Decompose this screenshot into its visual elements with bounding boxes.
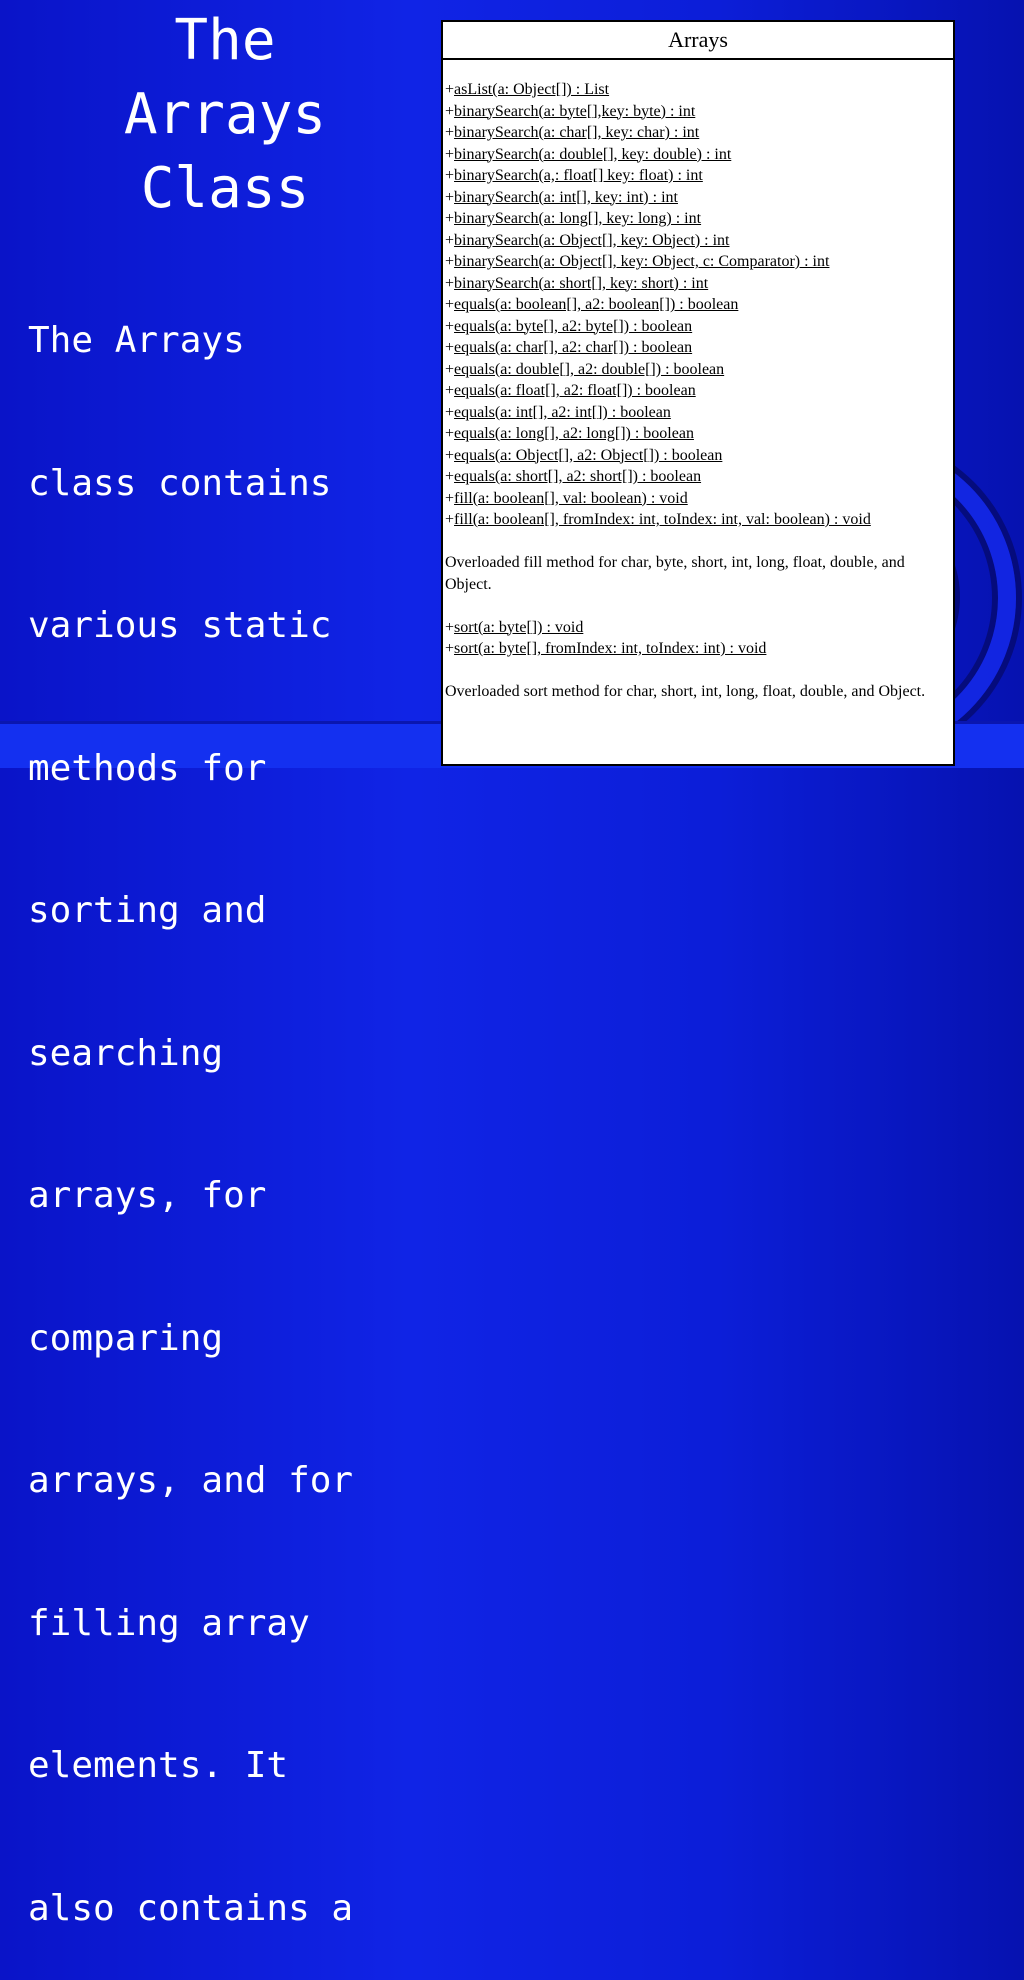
method-signature: binarySearch(a: int[], key: int) : int xyxy=(454,188,678,206)
method-signature: binarySearch(a,: float[] key: float) : int xyxy=(454,167,703,184)
slide-title xyxy=(60,4,390,226)
visibility-symbol: + xyxy=(445,102,455,120)
uml-methods-compartment xyxy=(443,60,953,703)
uml-method xyxy=(445,101,953,123)
body-line: filling array xyxy=(28,1602,310,1644)
visibility-symbol: + xyxy=(445,188,455,206)
method-signature: equals(a: Object[], a2: Object[]) : boolean xyxy=(454,446,723,464)
method-signature: binarySearch(a: Object[], key: Object) : int xyxy=(454,231,730,249)
method-signature: binarySearch(a: Object[], key: Object, c: Comparator) : int xyxy=(454,253,830,270)
visibility-symbol: + xyxy=(445,145,455,163)
uml-method xyxy=(445,359,953,381)
uml-method xyxy=(445,638,953,660)
visibility-symbol: + xyxy=(445,618,455,636)
visibility-symbol: + xyxy=(445,511,455,528)
visibility-symbol: + xyxy=(445,231,455,249)
uml-method xyxy=(445,273,953,295)
method-signature: equals(a: long[], a2: long[]) : boolean xyxy=(454,425,694,442)
uml-class-name: Arrays xyxy=(443,22,953,60)
visibility-symbol: + xyxy=(445,425,455,442)
visibility-symbol: + xyxy=(445,81,455,98)
body-line: various static xyxy=(28,605,332,646)
uml-method-list-2 xyxy=(445,617,953,660)
body-line: sorting and xyxy=(28,890,267,931)
uml-method xyxy=(445,79,953,101)
visibility-symbol: + xyxy=(445,489,455,507)
visibility-symbol: + xyxy=(445,167,455,184)
uml-method xyxy=(445,402,953,424)
uml-method xyxy=(445,165,953,187)
uml-method xyxy=(445,187,953,209)
uml-method xyxy=(445,617,953,639)
method-signature: equals(a: char[], a2: char[]) : boolean xyxy=(454,339,693,356)
visibility-symbol: + xyxy=(445,124,455,141)
visibility-symbol: + xyxy=(445,253,455,270)
visibility-symbol: + xyxy=(445,317,455,335)
method-signature: equals(a: byte[], a2: byte[]) : boolean xyxy=(454,317,693,335)
method-signature: binarySearch(a: short[], key: short) : int xyxy=(454,274,709,292)
body-line: arrays, and for xyxy=(28,1460,354,1501)
visibility-symbol: + xyxy=(445,339,455,356)
method-signature: fill(a: boolean[], val: boolean) : void xyxy=(454,489,688,507)
uml-method xyxy=(445,423,953,445)
body-line: comparing xyxy=(28,1317,224,1359)
body-line: The Arrays xyxy=(28,320,245,361)
uml-note-sort: Overloaded sort method for char, short, int, long, float, double, and Object. xyxy=(445,683,926,700)
uml-method xyxy=(445,509,953,531)
visibility-symbol: + xyxy=(445,360,455,378)
uml-method xyxy=(445,445,953,467)
visibility-symbol: + xyxy=(445,640,455,657)
slide-title-line: Class xyxy=(140,156,310,221)
method-signature: sort(a: byte[], fromIndex: int, toIndex: int) : void xyxy=(454,640,767,657)
method-signature: binarySearch(a: char[], key: char) : int xyxy=(454,124,700,141)
method-signature: equals(a: float[], a2: float[]) : boolean xyxy=(454,382,696,399)
uml-method xyxy=(445,208,953,230)
visibility-symbol: + xyxy=(445,274,455,292)
method-signature: fill(a: boolean[], fromIndex: int, toIndex: int, val: boolean) : void xyxy=(454,511,871,528)
method-signature: equals(a: short[], a2: short[]) : boolean xyxy=(454,468,702,485)
uml-method xyxy=(445,122,953,144)
visibility-symbol: + xyxy=(445,382,455,399)
uml-method xyxy=(445,251,953,273)
uml-method xyxy=(445,466,953,488)
visibility-symbol: + xyxy=(445,468,455,485)
visibility-symbol: + xyxy=(445,446,455,464)
method-signature: binarySearch(a: long[], key: long) : int xyxy=(454,210,702,227)
uml-note-fill: Overloaded fill method for char, byte, short, int, long, float, double, and Object. xyxy=(445,554,905,593)
uml-method xyxy=(445,230,953,252)
body-line: also contains a xyxy=(28,1887,354,1929)
slide-title-line: Arrays xyxy=(123,82,327,147)
method-signature: equals(a: boolean[], a2: boolean[]) : boolean xyxy=(454,296,739,313)
uml-method-list-1 xyxy=(445,79,953,531)
visibility-symbol: + xyxy=(445,296,455,313)
uml-method xyxy=(445,144,953,166)
uml-method xyxy=(445,294,953,316)
body-line: elements. It xyxy=(28,1745,289,1786)
method-signature: equals(a: int[], a2: int[]) : boolean xyxy=(454,403,671,421)
visibility-symbol: + xyxy=(445,403,455,421)
uml-method xyxy=(445,316,953,338)
uml-method xyxy=(445,337,953,359)
method-signature: equals(a: double[], a2: double[]) : boolean xyxy=(454,360,725,378)
method-signature: binarySearch(a: double[], key: double) : int xyxy=(454,145,732,163)
method-signature: sort(a: byte[]) : void xyxy=(454,618,584,636)
slide-body-text xyxy=(28,222,428,1980)
body-line: class contains xyxy=(28,462,332,504)
slide-title-line: The xyxy=(174,8,276,73)
body-line: searching xyxy=(28,1032,224,1074)
method-signature: binarySearch(a: byte[],key: byte) : int xyxy=(454,102,696,120)
uml-class-box xyxy=(441,20,955,766)
visibility-symbol: + xyxy=(445,210,455,227)
body-line: methods for xyxy=(28,747,267,789)
method-signature: asList(a: Object[]) : List xyxy=(454,81,610,98)
uml-method xyxy=(445,488,953,510)
uml-method xyxy=(445,380,953,402)
body-line: arrays, for xyxy=(28,1175,267,1216)
